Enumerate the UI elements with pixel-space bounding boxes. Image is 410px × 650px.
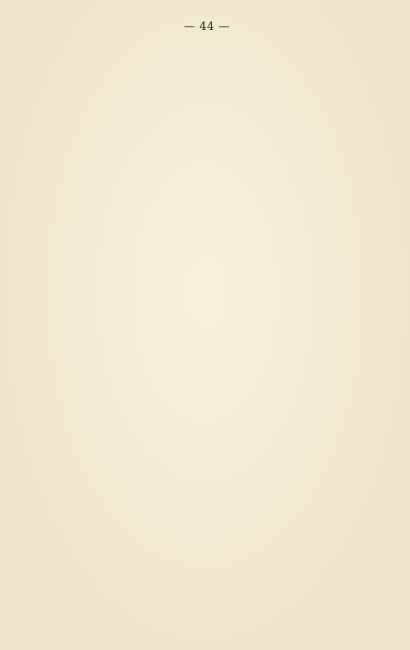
- page-number: — 44 —: [184, 20, 230, 33]
